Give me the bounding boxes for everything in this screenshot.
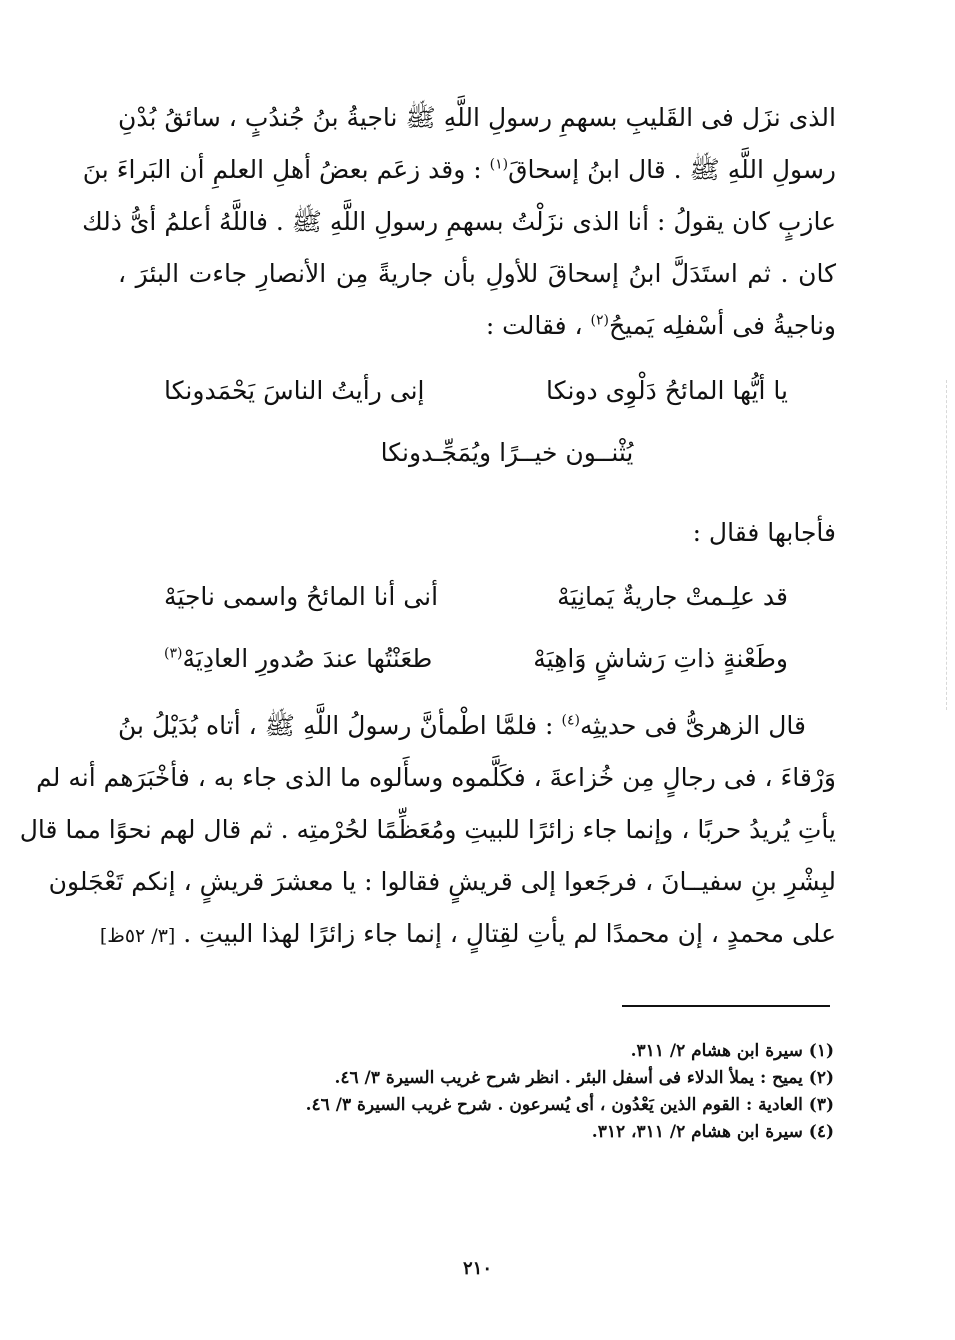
poem-couplet	[118, 566, 836, 628]
footnote-item: (٤) سيرة ابن هشام ٢/ ٣١١، ٣١٢.	[591, 1122, 834, 1142]
manuscript-reference: [٣/ ٥٢ظ]	[99, 925, 176, 947]
footnote-item: (٣) العادية : القوم الذين يَعْدُون ، أى يُسرعون . شرح غريب السيرة ٣/ ٤٦.	[305, 1095, 834, 1115]
text-line: قال الزهرىُّ فى حديثِه$^{(٤)}$ : فلمَّا اطْمأنَّ رسولُ اللَّهِ ﷺ ، أتاه بُدَيْلُ بنُ	[118, 711, 807, 740]
footnote-marker[interactable]: (٣)	[164, 645, 183, 662]
lead-line: فأجابها فقال :	[692, 518, 836, 547]
footnote-item: (٢) يميح : يملأ الدلاء فى أسفل البئر . انظر شرح غريب السيرة ٣/ ٤٦.	[334, 1068, 834, 1088]
text-line: كان . ثم استَدَلَّ ابنُ إسحاقَ للأولِ بأن جاريةً مِن الأنصارِ جاءت البئرَ ،	[118, 259, 836, 288]
text-line: عازبٍ كان يقولُ : أنا الذى نزَلْتُ بسهمِ رسولِ اللَّهِ ﷺ . فاللَّهُ أعلمُ أىُّ ذلك	[82, 207, 836, 236]
text-line: الذى نزَل فى القَليبِ بسهمِ رسولِ اللَّهِ ﷺ ناجيةُ بنُ جُندُبٍ ، سائقُ بُدْنِ	[118, 103, 836, 132]
text-line: يأتِ يُريدُ حربًا ، وإنما جاء زائرًا للبيتِ ومُعَظِّمًا لحُرْمتِه . ثم قال لهم نحوًا مما قال	[19, 815, 836, 844]
text-line: رسولِ اللَّهِ ﷺ . قال ابنُ إسحاقَ$^{(١)}$ : وقد زعَم بعضُ أهلِ العلمِ أن البَراءَ بنَ	[82, 155, 836, 184]
hemistich-left: إنى رأيتُ الناسَ يَحْمَدونكا	[164, 376, 425, 405]
footnote-marker[interactable]: (٢)	[590, 312, 609, 329]
text-line: وَرْقاءَ ، فى رجالٍ مِن خُزاعةَ ، فكَلَّموه وسأَلوه ما الذى جاء به ، فأخْبَرَهم أنه لم	[36, 763, 836, 792]
hemistich-right: وطَعْنةٍ ذاتِ رَشاشٍ وَاهِيَهْ	[533, 644, 788, 673]
footnote-marker[interactable]: (٤)	[561, 712, 580, 729]
footnotes	[200, 1038, 834, 1146]
text-line: على محمدٍ ، إن محمدًا لم يأتِ لقِتالٍ ، إنما جاء زائرًا لهذا البيتِ . [٣/ ٥٢ظ]	[99, 919, 836, 948]
footnote-divider	[622, 1005, 830, 1007]
scan-edge	[946, 380, 947, 710]
poem-line: يُثْنــون خيــرًا ويُمَجِّـدونكا	[380, 438, 634, 467]
hemistich-left: أنى أنا المائحُ واسمى ناجيَهْ	[164, 582, 439, 611]
poem-couplet	[118, 360, 836, 422]
hemistich-right: يا أيُّها المائحُ دَلْوِى دونكا	[546, 376, 788, 405]
poem-couplet	[118, 628, 836, 690]
hemistich-left: طعَنْتُها عندَ صُدورِ العادِيَهْ$^{(٣)}$	[164, 644, 433, 673]
footnote-marker[interactable]: (١)	[489, 156, 509, 173]
hemistich-right: قد علِـمتْ جاريةٌ يَمانِيَهْ	[557, 582, 788, 611]
page-number: ٢١٠	[462, 1258, 492, 1279]
text-line: وناجيةُ فى أسْفلِه يَميحُ$^{(٢)}$ ، فقالت :	[485, 311, 836, 340]
text-line: لبِشْرِ بنِ سفيــانَ ، فرجَعوا إلى قريشٍ فقالوا : يا معشرَ قريشٍ ، إنكم تَعْجَلون	[48, 867, 836, 896]
main-text	[19, 92, 836, 960]
footnote-item: (١) سيرة ابن هشام ٢/ ٣١١.	[630, 1041, 834, 1061]
